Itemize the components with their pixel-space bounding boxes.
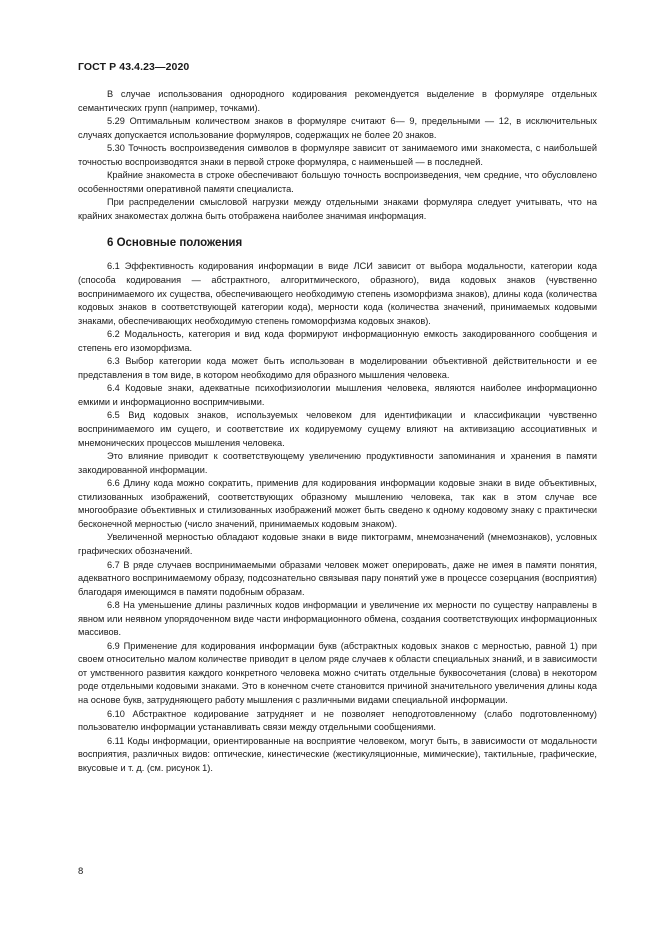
paragraph: 5.29 Оптимальным количеством знаков в формуляре считают 6— 9, предельными — 12, в исключительных случаях допускается использование формуляров, содержащих не более 20 знаков.: [78, 116, 597, 140]
page-number: 8: [78, 866, 84, 877]
paragraph: 5.30 Точность воспроизведения символов в формуляре зависит от занимаемого ими знакоместа, с наибольшей точностью воспроизводятся знаки в первой строке формуляра, с наименьшей — в последней.: [78, 143, 597, 167]
document-body: [78, 88, 597, 775]
paragraph: 6.8 На уменьшение длины различных кодов информации и увеличение их мерности по существу направлены в явном или неявном упорядоченном виде части информационного обмена, создания соответствующих информационных массивов.: [78, 600, 597, 638]
paragraph: 6.6 Длину кода можно сократить, применив для кодирования информации кодовые знаки в виде объективных, стилизованных изображений, соответствующих образному мышлению человека, так как в этом случае все многообразие объективных и стилизованных изображений может быть сведено к одному кодовому знаку с практически бесконечной мерностью (число значений, принимаемых кодовым знаком).: [78, 478, 597, 529]
paragraph: 6.4 Кодовые знаки, адекватные психофизиологии мышления человека, являются наиболее информационно емкими и информационно воспримчивыми.: [78, 383, 597, 407]
paragraph: Крайние знакоместа в строке обеспечивают большую точность воспроизведения, чем средние, что обусловлено особенностями оперативной памяти специалиста.: [78, 170, 597, 194]
paragraph: При распределении смысловой нагрузки между отдельными знаками формуляра следует учитывать, что на крайних знакоместах должна быть отображена наиболее значимая информация.: [78, 197, 597, 221]
paragraph: 6.1 Эффективность кодирования информации в виде ЛСИ зависит от выбора модальности, категории кода (способа кодирования — абстрактного, алгоритмического, образного), вида кодовых знаков (чувственно воспринимаемого их существа, обеспечивающего необходимую степень изоморфизма знаков), длины кода (количества кодовых знаков в соответствующей категории кода), мерности кода (количества значений, принимаемых кодовыми знаками, обеспечивающих необходимую степень гомоморфизма кодовых знаков).: [78, 261, 597, 326]
paragraph: В случае использования однородного кодирования рекомендуется выделение в формуляре отдельных семантических групп (например, точками).: [78, 89, 597, 113]
paragraph: Увеличенной мерностью обладают кодовые знаки в виде пиктограмм, мнемозначений (мнемознаков), условных графических обозначений.: [78, 532, 597, 556]
paragraph: 6.11 Коды информации, ориентированные на восприятие человеком, могут быть, в зависимости от модальности восприятия, различных видов: оптические, кинестические (жестикуляционные, мимические), тактильные, графические, вкусовые и т. д. (см. рисунок 1).: [78, 735, 597, 773]
paragraph: 6.9 Применение для кодирования информации букв (абстрактных кодовых знаков с мерностью, равной 1) при своем относительно малом количестве приводит в целом ряде случаев к области специальных знаний, и в зависимости от умственного развития каждого конкретного человека можно считать отдельные буквосочетания (слова) в некотором роде отдельными кодовыми знаками. Это в конечном счете становится причиной значительного увеличения длины кода на основе букв, затрудняющего работу мышления с различными видами специальной информации.: [78, 640, 597, 705]
section-title: 6 Основные положения: [107, 237, 243, 250]
document-header: ГОСТ Р 43.4.23—2020: [78, 61, 190, 73]
paragraph: 6.7 В ряде случаев воспринимаемыми образами человек может оперировать, даже не имея в памяти понятия, адекватного воспринимаемому образу, подсознательно связывая пару понятий уже в процессе созерцания (восприятия) благодаря имеющимся в памяти подобным образам.: [78, 559, 597, 597]
paragraph: 6.3 Выбор категории кода может быть использован в моделировании объективной действительности и ее представления в том виде, в котором необходимо для образного мышления человека.: [78, 356, 597, 380]
paragraph: 6.2 Модальность, категория и вид кода формируют информационную емкость закодированного сообщения и степень его изоморфизма.: [78, 329, 597, 353]
paragraph: Это влияние приводит к соответствующему увеличению продуктивности запоминания и хранения в памяти закодированной информации.: [78, 451, 597, 475]
paragraph: 6.10 Абстрактное кодирование затрудняет и не позволяет неподготовленному (слабо подготовленному) пользователю информации устанавливать связи между отдельными сообщениями.: [78, 708, 597, 733]
paragraph: 6.5 Вид кодовых знаков, используемых человеком для идентификации и классификации чувственно воспринимаемого им сущего, и соответствие их кодируемому сущему влияют на активизацию ассоциативных и мнемонических процессов мышления человека.: [78, 410, 597, 448]
